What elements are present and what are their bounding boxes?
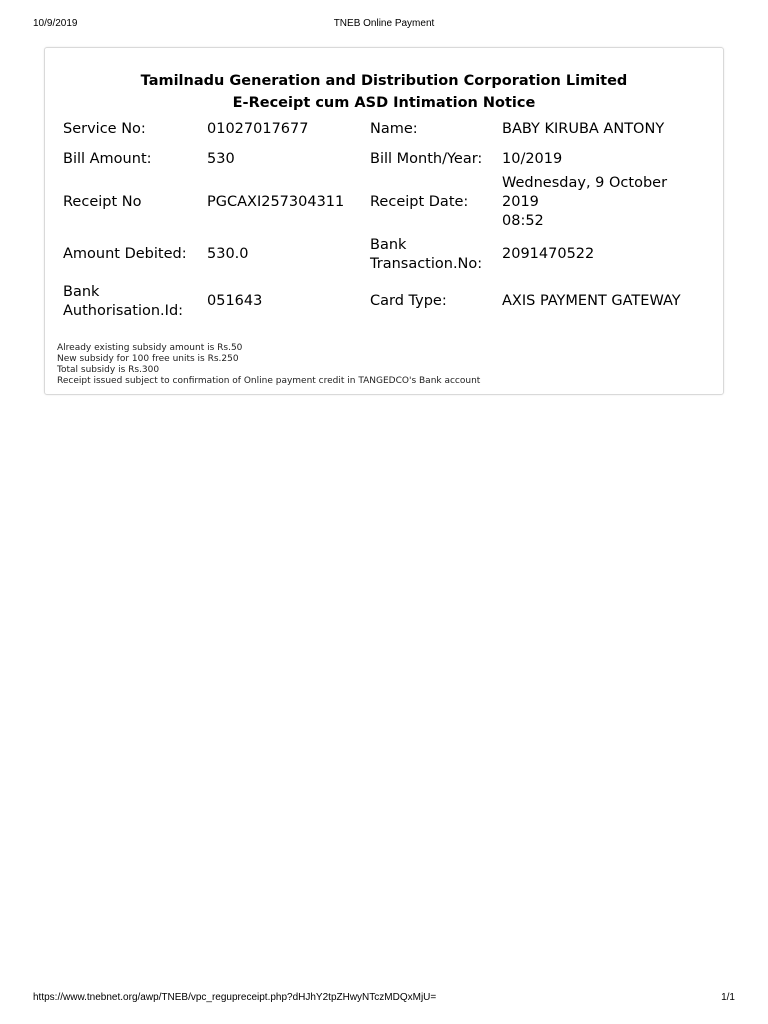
bill-month-year-label: Bill Month/Year:	[370, 150, 483, 167]
table-row	[55, 278, 715, 325]
table-row	[55, 144, 715, 174]
table-row	[55, 231, 715, 278]
receipt-date-day: Wednesday, 9 October 2019	[502, 175, 668, 210]
print-date: 10/9/2019	[33, 18, 78, 29]
receipt-date-label: Receipt Date:	[370, 194, 469, 210]
bill-amount-label: Bill Amount:	[63, 150, 152, 167]
bank-transaction-label-line1: Bank	[370, 236, 407, 253]
receipt-heading-org: Tamilnadu Generation and Distribution Corporation Limited	[140, 73, 628, 89]
print-url: https://www.tnebnet.org/awp/TNEB/vpc_regupreceipt.php?dHJhY2tpZHwyNTczMDQxMjU=	[33, 992, 437, 1003]
amount-debited-label: Amount Debited:	[63, 246, 187, 262]
bank-transaction-label	[362, 231, 494, 278]
table-row	[55, 115, 715, 144]
print-header	[0, 16, 768, 32]
receipt-no-label: Receipt No	[63, 194, 142, 210]
receipt-heading	[45, 70, 723, 114]
note-line: Receipt issued subject to confirmation of Online payment credit in TANGEDCO's Bank account	[57, 376, 481, 386]
bill-month-year-value: 10/2019	[502, 150, 563, 167]
amount-debited-value: 530.0	[207, 246, 249, 262]
bank-transaction-label-line2: Transaction.No:	[370, 255, 483, 272]
service-no-label: Service No:	[63, 121, 146, 137]
bank-authorisation-label-line2: Authorisation.Id:	[63, 302, 184, 319]
receipt-details-table	[55, 115, 715, 325]
note-line: Total subsidy is Rs.300	[57, 365, 160, 375]
table-row	[55, 174, 715, 231]
receipt-date-value	[494, 174, 715, 231]
receipt-date-time: 08:52	[502, 213, 544, 229]
name-value: BABY KIRUBA ANTONY	[502, 121, 665, 137]
note-line: New subsidy for 100 free units is Rs.250	[57, 354, 239, 364]
bank-authorisation-value: 051643	[207, 293, 263, 309]
name-label: Name:	[370, 121, 418, 137]
print-footer	[0, 990, 768, 1006]
note-line: Already existing subsidy amount is Rs.50	[57, 343, 243, 353]
bank-authorisation-label-line1: Bank	[63, 283, 100, 300]
bank-transaction-value: 2091470522	[502, 246, 595, 262]
card-type-label: Card Type:	[370, 293, 447, 309]
print-page-title: TNEB Online Payment	[333, 18, 435, 29]
subsidy-notes	[57, 343, 480, 387]
service-no-value: 01027017677	[207, 121, 309, 137]
page-count: 1/1	[721, 992, 735, 1003]
bank-authorisation-label	[55, 278, 199, 325]
bill-amount-value: 530	[207, 150, 235, 167]
card-type-value: AXIS PAYMENT GATEWAY	[502, 293, 681, 309]
receipt-card	[44, 47, 724, 395]
receipt-no-value: PGCAXI257304311	[207, 194, 345, 210]
receipt-heading-title: E-Receipt cum ASD Intimation Notice	[232, 95, 536, 111]
